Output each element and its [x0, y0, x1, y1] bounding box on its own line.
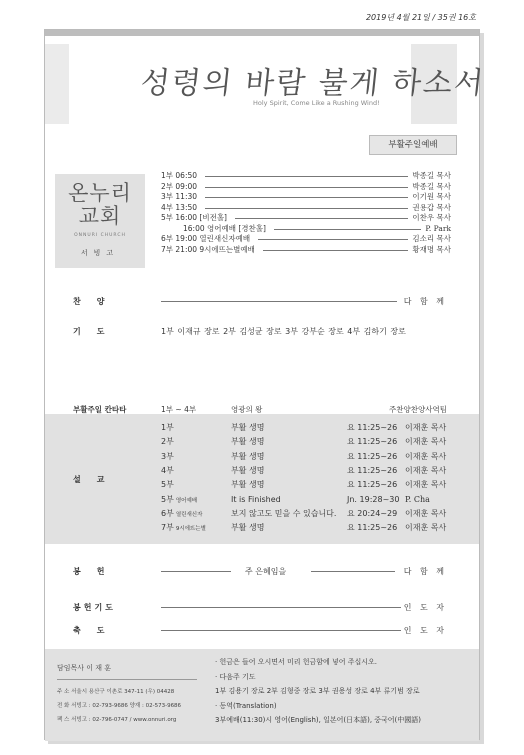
- sermon-title: 부활 생명: [231, 465, 265, 475]
- sermon-service-num: 6부: [161, 508, 174, 518]
- sermon-service: [161, 522, 206, 535]
- offering-prayer-label: 봉헌기도: [73, 603, 116, 612]
- logo-campus: 서빙고: [80, 249, 120, 257]
- logo-line-2: 교회: [78, 204, 122, 228]
- church-logo: [55, 174, 145, 268]
- service-row: [161, 224, 451, 234]
- sermon-title: 부활 생명: [231, 451, 265, 461]
- service-time: 16:00 영어예배 [경찬홀]: [183, 223, 266, 233]
- service-row: [161, 203, 451, 213]
- service-leader-line: [274, 229, 421, 230]
- benediction-value: 인 도 자: [403, 626, 447, 635]
- footer-phone: 전 화 서빙고 : 02-793-9686 양재 : 02-573-9686: [57, 703, 182, 709]
- offering-value: 다 함 께: [403, 567, 447, 576]
- sermon-preacher: 이재훈 목사: [405, 451, 447, 461]
- service-row: [161, 213, 451, 223]
- sermon-service: [161, 436, 174, 447]
- service-leader-line: [263, 250, 408, 251]
- service-pastor: 이기원 목사: [412, 192, 451, 201]
- service-pastor: 김소리 목사: [412, 234, 451, 243]
- sermon-row: [161, 422, 461, 433]
- service-row: [161, 234, 451, 244]
- sermon-title: 부활 생명: [231, 423, 265, 432]
- logo-line-1: 온누리: [68, 181, 132, 205]
- offering-line-left: [161, 571, 231, 572]
- sermon-reference: 요 11:25~26: [347, 423, 398, 432]
- offering-title: 주 은혜임을: [245, 567, 287, 576]
- service-leader-line: [205, 176, 408, 177]
- offering-label: 봉헌: [73, 567, 121, 576]
- sermon-service-num: 5부: [161, 494, 174, 504]
- service-time: 1부 06:50: [161, 171, 198, 180]
- sermon-row: [161, 508, 461, 519]
- cantata-services: 1부 ~ 4부: [161, 405, 197, 414]
- sermon-preacher: 이재훈 목사: [405, 480, 447, 490]
- service-leader-line: [235, 218, 408, 219]
- hymn-value: 다 함 께: [403, 297, 447, 306]
- sermon-row: [161, 479, 461, 490]
- sermon-row: [161, 465, 461, 476]
- sermon-row: [161, 436, 461, 447]
- footer: [45, 649, 479, 741]
- logo-english: ONNURI CHURCH: [74, 233, 126, 238]
- sermon-preacher: P. Cha: [405, 494, 430, 504]
- service-row: [161, 171, 451, 181]
- service-time: 5부 16:00 [비전홀]: [161, 213, 227, 222]
- sermon-service: [161, 508, 202, 521]
- benediction-label: 축도: [73, 626, 121, 635]
- footer-pastor: 담임목사 이 재 훈: [57, 664, 112, 672]
- service-pastor: 박종길 목사: [412, 181, 451, 191]
- sermon-service-num: 3부: [161, 451, 174, 461]
- offering-line-right: [311, 571, 395, 572]
- logo-text: [55, 182, 145, 228]
- footer-note: 3부예배(11:30)시 영어(English), 일본어(日本語), 중국어(中國語): [215, 716, 422, 724]
- sermon-service-num: 5부: [161, 480, 174, 490]
- sermon-preacher: 이재훈 목사: [405, 437, 447, 447]
- banner: [45, 30, 487, 134]
- sermon-section: [45, 414, 479, 544]
- sermon-label: 설교: [73, 475, 121, 484]
- sermon-reference: 요 11:25~26: [347, 480, 398, 490]
- sermon-service-num: 1부: [161, 423, 174, 432]
- service-pastor: 황재명 목사: [412, 244, 451, 254]
- sermon-service-note: 9시에뜨는별: [175, 526, 206, 533]
- sermon-preacher: 이재훈 목사: [405, 423, 447, 432]
- sermon-row: [161, 522, 461, 533]
- offering-prayer-line: [161, 607, 401, 608]
- sermon-reference: 요 11:25~26: [347, 437, 398, 447]
- service-time: 2부 09:00: [161, 181, 198, 191]
- banner-subtitle: Holy Spirit, Come Like a Rushing Wind!: [253, 99, 380, 107]
- footer-note: · 다음주 기도: [215, 672, 256, 681]
- sermon-preacher: 이재훈 목사: [405, 508, 447, 518]
- prayer-label: 기도: [73, 327, 121, 336]
- sermon-title: 부활 생명: [231, 437, 265, 447]
- sermon-service-num: 7부: [161, 523, 174, 533]
- service-row: [161, 245, 451, 255]
- sermon-row: [161, 494, 461, 505]
- service-pastor: 박종길 목사: [412, 171, 451, 180]
- service-leader-line: [205, 208, 408, 209]
- service-time: 3부 11:30: [161, 192, 198, 201]
- sermon-service-num: 4부: [161, 465, 174, 475]
- sermon-title: 부활 생명: [231, 480, 265, 490]
- benediction-line: [161, 630, 401, 631]
- cantata-label: 부활주일 칸타타: [73, 405, 127, 414]
- sermon-preacher: 이재훈 목사: [405, 465, 447, 475]
- service-time: 7부 21:00 9시에뜨는별예배: [161, 244, 255, 254]
- prayer-value: 1부 이재규 장로 2부 김성균 장로 3부 강부순 장로 4부 김하기 장로: [161, 327, 406, 336]
- cantata-title: 영광의 왕: [231, 405, 263, 414]
- sermon-preacher: 이재훈 목사: [405, 523, 447, 533]
- sermon-reference: 요 11:25~26: [347, 523, 398, 533]
- footer-divider: [57, 679, 197, 680]
- sermon-reference: 요 20:24~29: [347, 508, 398, 518]
- sermon-service: [161, 465, 174, 476]
- sermon-title: It is Finished: [231, 494, 281, 504]
- service-leader-line: [258, 239, 408, 240]
- service-pastor: 권용갑 목사: [412, 202, 451, 212]
- banner-title: 성령의 바람 불게 하소서: [138, 66, 487, 101]
- sermon-service: [161, 494, 197, 507]
- sermon-reference: Jn. 19:28~30: [347, 494, 400, 504]
- footer-note: · 헌금은 들어 오시면서 미리 헌금함에 넣어 주십시오.: [215, 658, 378, 666]
- service-row: [161, 182, 451, 192]
- banner-bar: [45, 30, 479, 36]
- hymn-label: 찬양: [73, 297, 121, 306]
- footer-address: 주 소 서울시 용산구 이촌로 347-11 (우) 04428: [57, 689, 175, 695]
- sermon-service-num: 2부: [161, 437, 174, 447]
- footer-fax: 팩 스 서빙고 : 02-796-0747 / www.onnuri.org: [57, 717, 177, 723]
- hymn-line: [161, 301, 397, 302]
- service-time: 4부 13:50: [161, 202, 198, 212]
- offering-prayer-value: 인 도 자: [403, 603, 447, 612]
- service-badge: 부활주일예배: [369, 135, 457, 155]
- footer-note: · 동역(Translation): [215, 701, 277, 710]
- footer-note: 1부 김용기 장로 2부 김형중 장로 3부 권용성 장로 4부 류기범 장로: [215, 687, 420, 695]
- service-leader-line: [205, 187, 408, 188]
- sermon-service-note: 열린새신자: [175, 511, 203, 518]
- bulletin-frame: [44, 29, 487, 740]
- banner-left-panel: [45, 44, 69, 124]
- service-row: [161, 192, 451, 202]
- sermon-service: [161, 451, 174, 462]
- sermon-reference: 요 11:25~26: [347, 465, 398, 475]
- sermon-service: [161, 422, 174, 433]
- service-leader-line: [205, 197, 408, 198]
- sermon-title: 보지 않고도 믿을 수 있습니다.: [231, 508, 337, 518]
- service-pastor: 이찬우 목사: [412, 213, 451, 222]
- service-time: 6부 19:00 열린새신자예배: [161, 234, 251, 243]
- sermon-service: [161, 479, 174, 490]
- issue-info: 2019년 4월 21일 / 35권 16호: [365, 13, 476, 22]
- sermon-title: 부활 생명: [231, 523, 265, 533]
- service-pastor: P. Park: [425, 223, 451, 233]
- sermon-row: [161, 451, 461, 462]
- cantata-choir: 주찬양찬양사역팀: [389, 405, 447, 414]
- sermon-reference: 요 11:25~26: [347, 451, 398, 461]
- sermon-service-note: 영어예배: [175, 497, 198, 504]
